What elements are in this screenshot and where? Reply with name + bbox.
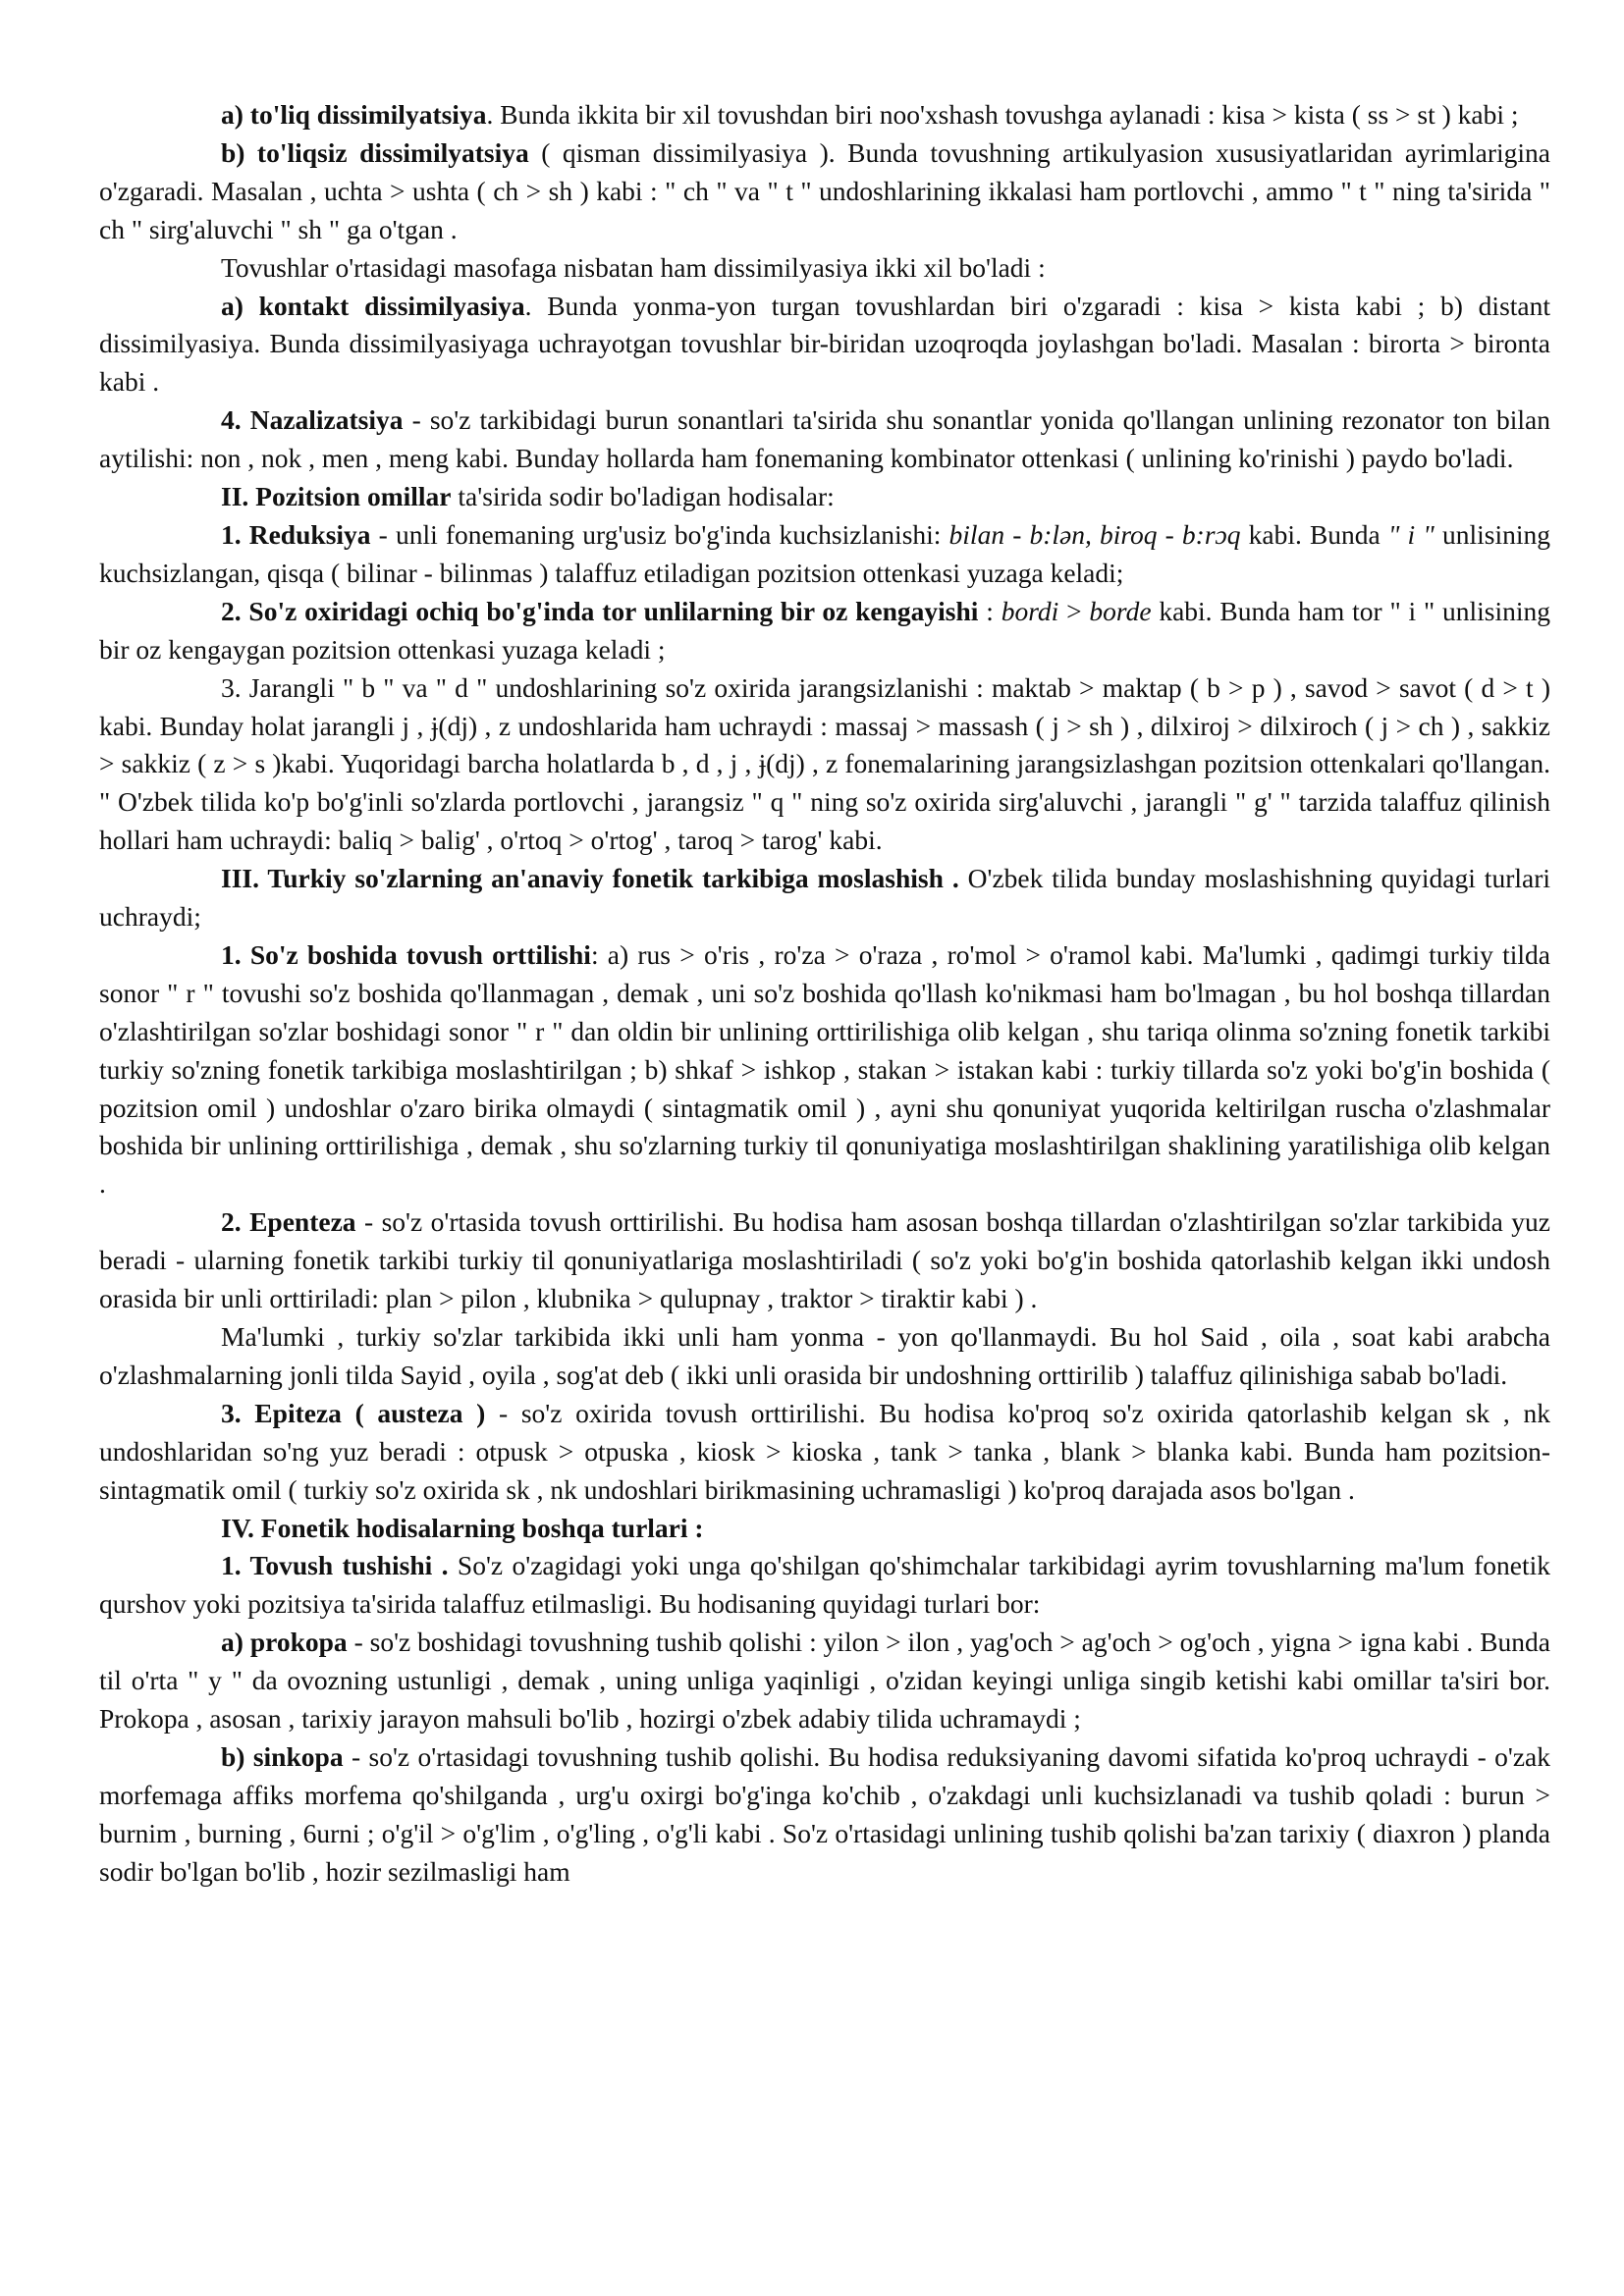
term-lead: b) sinkopa — [221, 1740, 344, 1772]
term-lead: II. Pozitsion omillar — [221, 481, 452, 512]
paragraph-prokopa — [99, 1624, 1550, 1738]
paragraph-text: . Bunda yonma-yon turgan tovushlardan biri o'zgaradi : kisa > kista kabi ; b) distant dissimilyasiya. Bunda dissimilyasiyaga uchrayotgan tovushlar bir-biridan uzoqroqda joylashgan bo'ladi. Masalan : birorta > bironta kabi . — [99, 290, 1551, 398]
term-lead: 3. Epiteza ( austeza ) — [221, 1397, 486, 1428]
term-lead: b) to'liqsiz dissimilyatsiya — [221, 136, 529, 168]
paragraph-text: : a) rus > o'ris , ro'za > o'raza , ro'mol > o'ramol kabi. Ma'lumki , qadimgi turkiy tilda sonor " r " tovushi so'z boshida qo'llanmagan , demak , uni so'z boshida qo'llash ko'nikmasi ham bo'lmagan , bu hol boshqa tillardan o'zlashtirilgan so'zlar boshidagi sonor " r " dan oldin bir unlining orttirilishiga olib kelgan , shu tariqa olinma so'zning fonetik tarkibi turkiy so'zning fonetik tarkibiga moslashtirilgan ; b) shkaf > ishkop , stakan > istakan kabi : turkiy tillarda so'z yoki bo'g'in boshida ( pozitsion omil ) undoshlar o'zaro birika olmaydi ( sintagmatik omil ) , ayni shu qonuniyat yuqorida keltirilgan ruscha o'zlashmalar boshida bir unlining orttirilishiga , demak , shu so'zlarning turkiy til qonuniyatiga moslashtirilgan shaklining yaratilishiga olib kelgan . — [99, 938, 1550, 1200]
paragraph-text: unlisining kuchsizlangan, qisqa ( bilinar - bilinmas ) talaffuz etiladigan pozitsion ottenkasi yuzaga keladi; — [99, 518, 1550, 588]
heading-turkic-adaptation — [99, 860, 1550, 936]
paragraph-vowel-hiatus — [99, 1318, 1550, 1395]
paragraph-prothesis — [99, 936, 1550, 1203]
term-lead: 2. Epenteza — [221, 1206, 356, 1238]
paragraph-text: - so'z oxirida tovush orttirilishi. Bu hodisa ko'proq so'z oxirida qatorlashib kelgan sk , nk undoshlaridan so'ng yuz beradi : otpusk > otpuska , kiosk > kioska , tank > tanka , blank > blanka kabi. Bunda ham pozitsion-sintagmatik omil ( turkiy so'z oxirida sk , nk undoshlari birikmasining uchramasligi ) ko'proq darajada asos bo'lgan . — [99, 1397, 1550, 1505]
term-lead: a) to'liq dissimilyatsiya — [221, 99, 487, 130]
paragraph-text: - so'z o'rtasida tovush orttirilishi. Bu hodisa ham asosan boshqa tillardan o'zlashtirilgan so'zlar tarkibida yuz beradi - ularning fonetik tarkibi turkiy til qonuniyatlariga moslashtiriladi ( so'z yoki bo'g'in boshida qatorlashib kelgan ikki undosh orasida bir unli orttiriladi: plan > pilon , klubnika > qulupnay , traktor > tiraktir kabi ) . — [99, 1206, 1550, 1314]
paragraph-distance-intro — [99, 249, 1550, 288]
paragraph-epenthesis — [99, 1203, 1550, 1318]
paragraph-nasalization — [99, 401, 1550, 478]
term-lead: a) prokopa — [221, 1627, 348, 1658]
paragraph-text: - so'z boshidagi tovushning tushib qolishi : yilon > ilon , yag'och > ag'och > og'och , yigna > igna kabi . Bunda til o'rta " y " da ovozning ustunligi , demak , uning unliga yaqinligi , o'zidan keyingi unliga singib ketishi kabi omillar ta'siri bor. Prokopa , asosan , tarixiy jarayon mahsuli bo'lib , hozirgi o'zbek adabiy tilida uchramaydi ; — [99, 1627, 1551, 1735]
paragraph-reduction — [99, 516, 1550, 593]
paragraph-partial-dissimilation — [99, 134, 1550, 249]
example-italic: borde — [1089, 595, 1152, 626]
paragraph-text: So'z o'zagidagi yoki unga qo'shilgan qo'shimchalar tarkibidagi ayrim tovushlarning ma'lum fonetik qurshov yoki pozitsiya ta'sirida talaffuz etilmasligi. Bu hodisaning quyidagi turlari bor: — [99, 1550, 1551, 1620]
paragraph-text: : — [978, 595, 1001, 626]
paragraph-contact-dissimilation — [99, 288, 1550, 402]
term-lead: 4. Nazalizatsiya — [221, 404, 404, 436]
paragraph-sound-loss — [99, 1547, 1550, 1624]
example-italic: bordi — [1001, 595, 1059, 626]
paragraph-text: Tovushlar o'rtasidagi masofaga nisbatan ham dissimilyasiya ikki xil bo'ladi : — [221, 251, 1046, 283]
heading-positional-factors — [99, 478, 1550, 516]
paragraph-text: - so'z o'rtasidagi tovushning tushib qolishi. Bu hodisa reduksiyaning davomi sifatida ko'proq uchraydi - o'zak morfemaga affiks morfema qo'shilganda , urg'u oxirgi bo'g'inga ko'chib , o'zakdagi unli kuchsizlanadi va tushib qoladi : burun > burnim , burning , 6urni ; o'g'il > o'g'lim , o'g'ling , o'g'li kabi . So'z o'rtasidagi unlining tushib qolishi ba'zan tarixiy ( diaxron ) planda sodir bo'lgan bo'lib , hozir sezilmasligi ham — [99, 1740, 1550, 1887]
paragraph-full-dissimilation — [99, 96, 1550, 134]
paragraph-text: > — [1058, 595, 1090, 626]
term-lead: IV. Fonetik hodisalarning boshqa turlari : — [221, 1512, 704, 1543]
paragraph-text: O'zbek tilida bunday moslashishning quyidagi turlari uchraydi; — [99, 863, 1551, 933]
paragraph-text: 3. Jarangli " b " va " d " undoshlarining so'z oxirida jarangsizlanishi : maktab > maktap ( b > p ) , savod > savot ( d > t ) kabi. Bunday holat jarangli j , ɉ(dj) , z undoshlarida ham uchraydi : massaj > massash ( j > sh ) , dilxiroj > dilxiroch ( j > ch ) , sakkiz > sakkiz ( z > s )kabi. Yuqoridagi barcha holatlarda b , d , j , ɉ(dj) , z fonemalarining jarangsizlashgan pozitsion ottenkalari qo'llangan. " O'zbek tilida ko'p bo'g'inli so'zlarda portlovchi , jarangsiz " q " ning so'z oxirida sirg'aluvchi , jarangli " g' " tarzida talaffuz qilinish hollari ham uchraydi: baliq > balig' , o'rtoq > o'rtog' , taroq > tarog' kabi. — [99, 671, 1550, 856]
paragraph-text: Ma'lumki , turkiy so'zlar tarkibida ikki unli ham yonma - yon qo'llanmaydi. Bu hol Said , oila , soat kabi arabcha o'zlashmalarning jonli tilda Sayid , oyila , sog'at deb ( ikki unli orasida bir undoshning orttirilib ) talaffuz qilinishiga sabab bo'ladi. — [99, 1321, 1550, 1390]
paragraph-text: kabi. Bunda — [1240, 518, 1388, 550]
paragraph-text: - unli fonemaning urg'usiz bo'g'inda kuchsizlanishi: — [370, 518, 949, 550]
document-page — [99, 96, 1550, 1892]
heading-other-phenomena — [99, 1510, 1550, 1548]
term-lead: 2. So'z oxiridagi ochiq bo'g'inda tor unlilarning bir oz kengayishi — [221, 595, 979, 626]
paragraph-sinkopa — [99, 1738, 1550, 1892]
example-italic: bilan - b:lən, biroq - b:rɔq — [948, 518, 1241, 550]
term-lead: 1. Tovush tushishi . — [221, 1550, 449, 1581]
paragraph-text: ( qisman dissimilyasiya ). Bunda tovushning artikulyasion xususiyatlaridan ayrimlarigina o'zgaradi. Masalan , uchta > ushta ( ch > sh ) kabi : " ch " va " t " undoshlarining ikkalasi ham portlovchi , ammo " t " ning ta'sirida " ch " sirg'aluvchi " sh " ga o'tgan . — [99, 136, 1550, 244]
paragraph-devoicing — [99, 669, 1550, 861]
paragraph-text: ta'sirida sodir bo'ladigan hodisalar: — [451, 481, 835, 512]
term-lead: a) kontakt dissimilyasiya — [221, 290, 525, 321]
paragraph-text: . Bunda ikkita bir xil tovushdan biri noo'xshash tovushga aylanadi : kisa > kista ( ss > st ) kabi ; — [486, 99, 1519, 130]
paragraph-text: - so'z tarkibidagi burun sonantlari ta'sirida shu sonantlar yonida qo'llangan unlining rezonator ton bilan aytilishi: non , nok , men , meng kabi. Bunday hollarda ham fonemaning kombinator ottenkasi ( unlining ko'rinishi ) paydo bo'ladi. — [99, 404, 1550, 474]
paragraph-text: kabi. Bunda ham tor " i " unlisining bir oz kengaygan pozitsion ottenkasi yuzaga keladi ; — [99, 595, 1551, 665]
example-italic: " i " — [1387, 518, 1435, 550]
term-lead: 1. Reduksiya — [221, 518, 371, 550]
term-lead: III. Turkiy so'zlarning an'anaviy fonetik tarkibiga moslashish . — [221, 863, 959, 894]
term-lead: 1. So'z boshida tovush orttilishi — [221, 938, 591, 970]
paragraph-vowel-widening — [99, 593, 1550, 669]
paragraph-epithesis — [99, 1395, 1550, 1510]
